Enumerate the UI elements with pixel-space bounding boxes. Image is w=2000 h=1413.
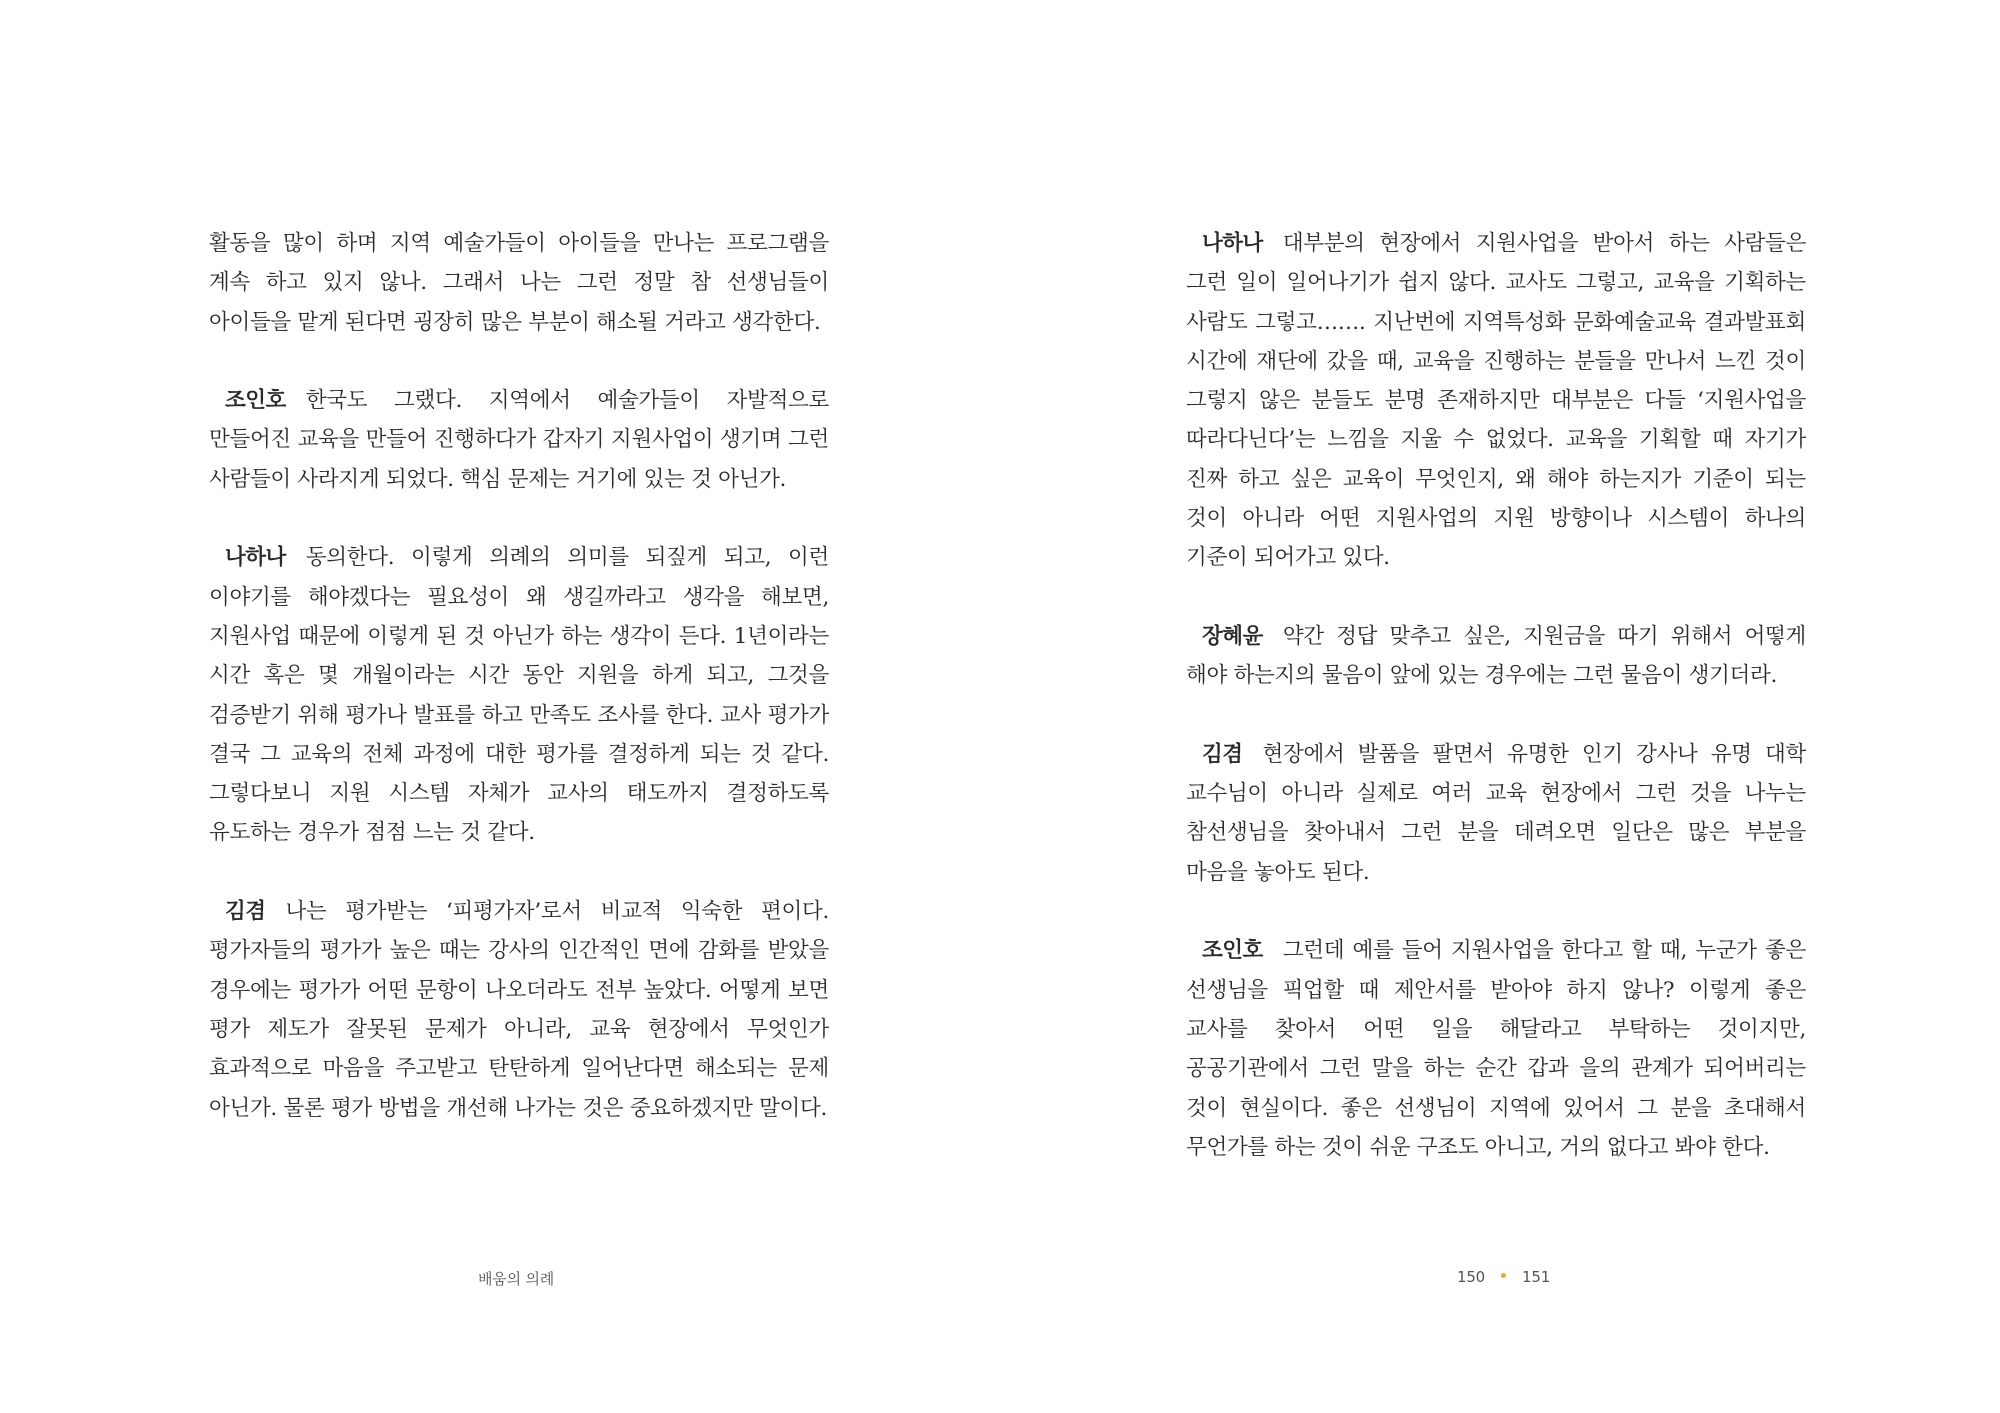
speaker-name: 조인호 bbox=[1202, 938, 1263, 964]
paragraph bbox=[1186, 931, 1806, 1167]
speaker-name: 김겸 bbox=[1202, 741, 1243, 767]
speaker-name: 나하나 bbox=[1202, 231, 1263, 256]
paragraph-text: 대부분의 현장에서 지원사업을 받아서 하는 사람들은 그런 일이 일어나기가 쉽지 않다. 교사도 그렇고, 교육을 기획하는 사람도 그렇고……. 지난번에 지역특성화 문화예술교육 결과발표회 시간에 재단에 갔을 때, 교육을 진행하는 분들을 만나서 느낀 것이 그렇지 않은 분들도 분명 존재하지만 대부분은 다들 ‘지원사업을 따라다닌다’는 느낌을 지울 수 없었다. 교육을 기획할 때 자기가 진짜 하고 싶은 교육이 무엇인지, 왜 해야 하는지가 기준이 되는 것이 아니라 어떤 지원사업의 지원 방향이나 시스템이 하나의 기준이 되어가고 있다. bbox=[1186, 231, 1806, 571]
paragraph-text: 현장에서 발품을 팔면서 유명한 인기 강사나 유명 대학 교수님이 아니라 실제로 여러 교육 현장에서 그런 것을 나누는 참선생님을 찾아내서 그런 분을 데려오면 일단은 많은 부분을 마음을 놓아도 된다. bbox=[1186, 741, 1806, 885]
separator-dot-icon bbox=[1501, 1273, 1506, 1278]
paragraph bbox=[209, 224, 829, 342]
paragraph-text: 동의한다. 이렇게 의례의 의미를 되짚게 되고, 이런 이야기를 해야겠다는 필요성이 왜 생길까라고 생각을 해보면, 지원사업 때문에 이렇게 된 것 아닌가 하는 생각이 든다. 1년이라는 시간 혹은 몇 개월이라는 시간 동안 지원을 하게 되고, 그것을 검증받기 위해 평가나 발표를 하고 만족도 조사를 한다. 교사 평가가 결국 그 교육의 전체 과정에 대한 평가를 결정하게 되는 것 같다. 그렇다보니 지원 시스템 자체가 교사의 태도까지 결정하도록 유도하는 경우가 점점 느는 것 같다. bbox=[209, 545, 829, 846]
paragraph bbox=[1186, 735, 1806, 892]
running-title: 배움의 의례 bbox=[478, 1270, 555, 1288]
paragraph bbox=[1186, 617, 1806, 696]
right-page-body bbox=[1186, 224, 1806, 1206]
page-numbers bbox=[1457, 1268, 1550, 1286]
paragraph bbox=[1186, 224, 1806, 578]
paragraph bbox=[209, 538, 829, 852]
paragraph-text: 나는 평가받는 ‘피평가자’로서 비교적 익숙한 편이다. 평가자들의 평가가 높은 때는 강사의 인간적인 면에 감화를 받았을 경우에는 평가가 어떤 문항이 나오더라도 전부 높았다. 어떻게 보면 평가 제도가 잘못된 문제가 아니라, 교육 현장에서 무엇인가 효과적으로 마음을 주고받고 탄탄하게 일어난다면 해소되는 문제 아닌가. 물론 평가 방법을 개선해 나가는 것은 중요하겠지만 말이다. bbox=[209, 899, 829, 1121]
speaker-name: 조인호 bbox=[225, 388, 286, 414]
paragraph bbox=[209, 381, 829, 499]
page-number-right: 151 bbox=[1522, 1268, 1551, 1286]
page-number-left: 150 bbox=[1457, 1268, 1486, 1286]
left-page-body bbox=[209, 224, 829, 1167]
paragraph-text: 한국도 그랬다. 지역에서 예술가들이 자발적으로 만들어진 교육을 만들어 진행하다가 갑자기 지원사업이 생기며 그런 사람들이 사라지게 되었다. 핵심 문제는 거기에 있는 것 아닌가. bbox=[209, 388, 829, 492]
paragraph bbox=[209, 892, 829, 1128]
paragraph-text: 활동을 많이 하며 지역 예술가들이 아이들을 만나는 프로그램을 계속 하고 있지 않나. 그래서 나는 그런 정말 참 선생님들이 아이들을 맡게 된다면 굉장히 많은 부분이 해소될 거라고 생각한다. bbox=[209, 231, 829, 335]
paragraph-text: 약간 정답 맞추고 싶은, 지원금을 따기 위해서 어떻게 해야 하는지의 물음이 앞에 있는 경우에는 그런 물음이 생기더라. bbox=[1186, 623, 1806, 689]
speaker-name: 나하나 bbox=[225, 545, 286, 571]
paragraph-text: 그런데 예를 들어 지원사업을 한다고 할 때, 누군가 좋은 선생님을 픽업할 때 제안서를 받아야 하지 않나? 이렇게 좋은 교사를 찾아서 어떤 일을 해달라고 부탁하는 것이지만, 공공기관에서 그런 말을 하는 순간 갑과 을의 관계가 되어버리는 것이 현실이다. 좋은 선생님이 지역에 있어서 그 분을 초대해서 무언가를 하는 것이 쉬운 구조도 아니고, 거의 없다고 봐야 한다. bbox=[1186, 938, 1806, 1160]
speaker-name: 김겸 bbox=[225, 899, 266, 925]
speaker-name: 장혜윤 bbox=[1202, 623, 1263, 649]
